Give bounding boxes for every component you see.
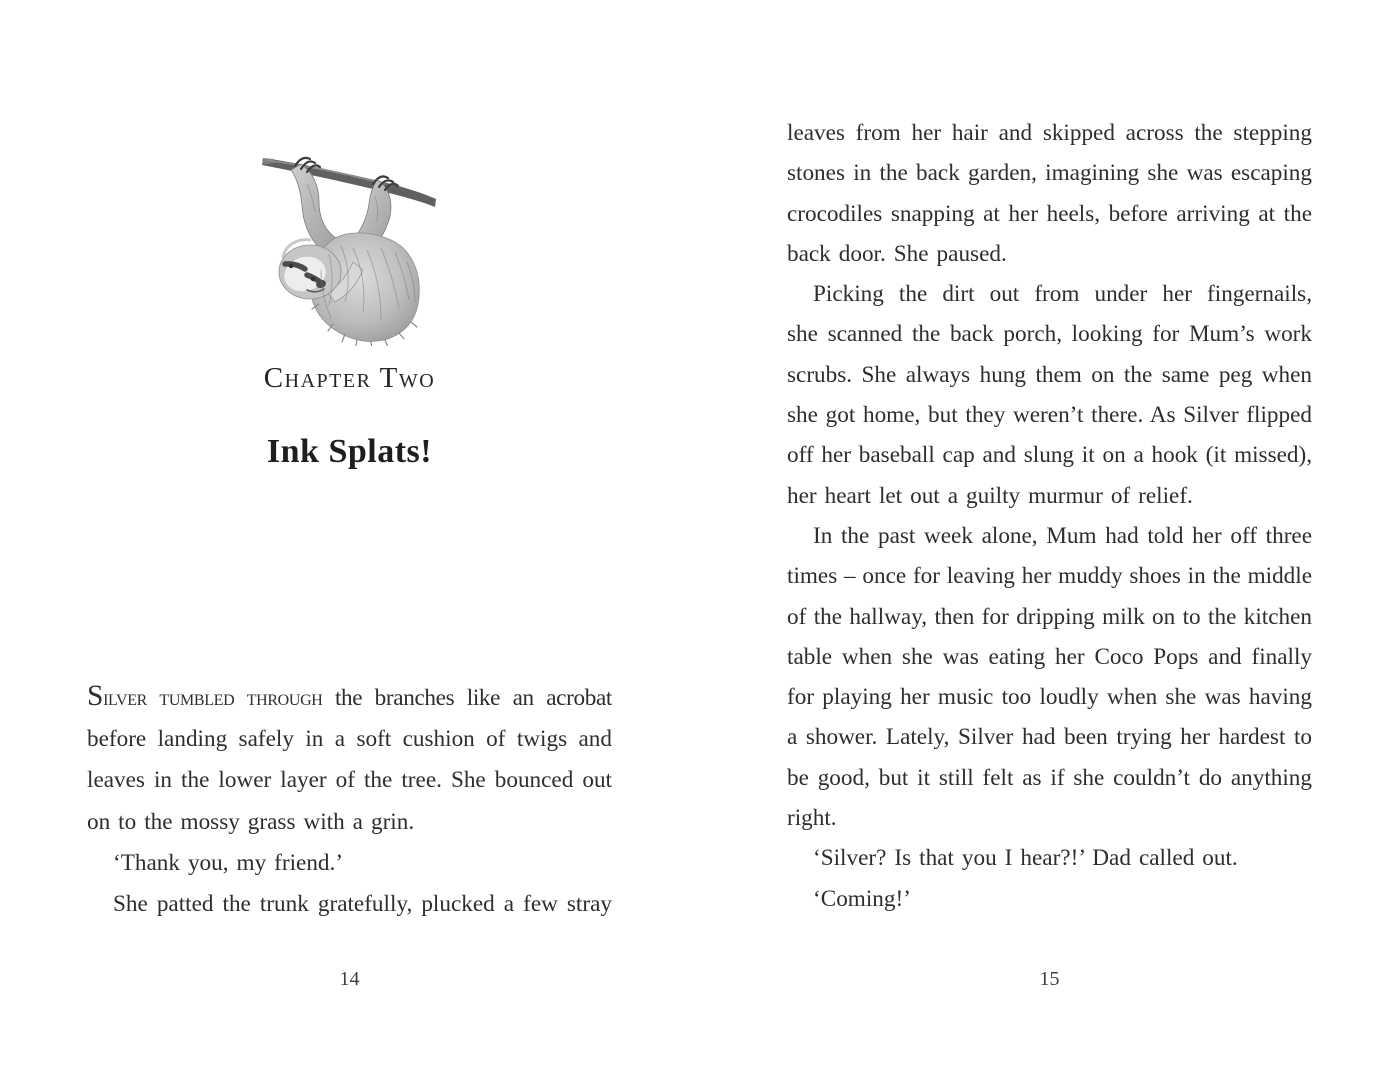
chapter-number-label: Chapter Two bbox=[263, 362, 436, 394]
body-line bbox=[87, 676, 612, 719]
right-page-body bbox=[787, 113, 1312, 919]
sloth-illustration bbox=[255, 144, 439, 346]
opening-rest: the branches like an acrobat bbox=[322, 685, 612, 711]
body-line: on to the mossy grass with a grin. bbox=[87, 808, 415, 835]
body-line: she got home, but they weren’t there. As Silver flipped bbox=[787, 402, 1312, 429]
body-line: ‘Silver? Is that you I hear?!’ Dad called out. bbox=[813, 845, 1238, 872]
body-line: times – once for leaving her muddy shoes in the middle bbox=[787, 563, 1312, 590]
body-line: she scanned the back porch, looking for Mum’s work bbox=[787, 321, 1312, 348]
body-line: her heart let out a guilty murmur of relief. bbox=[787, 482, 1193, 509]
body-line: ‘Coming!’ bbox=[813, 885, 911, 912]
body-line: back door. She paused. bbox=[787, 240, 1007, 267]
body-line: leaves in the lower layer of the tree. She bounced out bbox=[87, 767, 612, 794]
left-page-body bbox=[87, 676, 612, 925]
opening-small-caps: ilver tumbled through bbox=[103, 685, 323, 711]
body-line: a shower. Lately, Silver had been trying her hardest to bbox=[787, 724, 1312, 751]
body-line: before landing safely in a soft cushion of twigs and bbox=[87, 726, 612, 753]
body-line: ‘Thank you, my friend.’ bbox=[113, 849, 344, 876]
body-line: She patted the trunk gratefully, plucked a few stray bbox=[113, 891, 612, 918]
body-line: of the hallway, then for dripping milk on to the kitchen bbox=[787, 603, 1312, 630]
page-number-left: 14 bbox=[339, 968, 360, 990]
body-line: scrubs. She always hung them on the same peg when bbox=[787, 361, 1312, 388]
sloth-drawing-icon bbox=[255, 144, 439, 346]
chapter-title: Ink Splats! bbox=[266, 433, 433, 470]
body-line: off her baseball cap and slung it on a hook (it missed), bbox=[787, 442, 1312, 469]
body-line: In the past week alone, Mum had told her off three bbox=[813, 522, 1312, 549]
page-left bbox=[87, 0, 612, 1074]
body-line: table when she was eating her Coco Pops and finally bbox=[787, 643, 1312, 670]
body-line: crocodiles snapping at her heels, before arriving at the bbox=[787, 200, 1312, 227]
body-line: leaves from her hair and skipped across the stepping bbox=[787, 120, 1312, 146]
body-line: stones in the back garden, imagining she was escaping bbox=[787, 160, 1312, 187]
page-number-right: 15 bbox=[1039, 968, 1060, 990]
body-line: right. bbox=[787, 805, 837, 832]
body-line: for playing her music too loudly when she was having bbox=[787, 684, 1312, 711]
opening-capital: S bbox=[87, 680, 104, 712]
body-line: be good, but it still felt as if she couldn’t do anything bbox=[787, 764, 1312, 791]
body-line: Picking the dirt out from under her fingernails, bbox=[813, 281, 1312, 308]
page-right bbox=[787, 0, 1312, 1074]
